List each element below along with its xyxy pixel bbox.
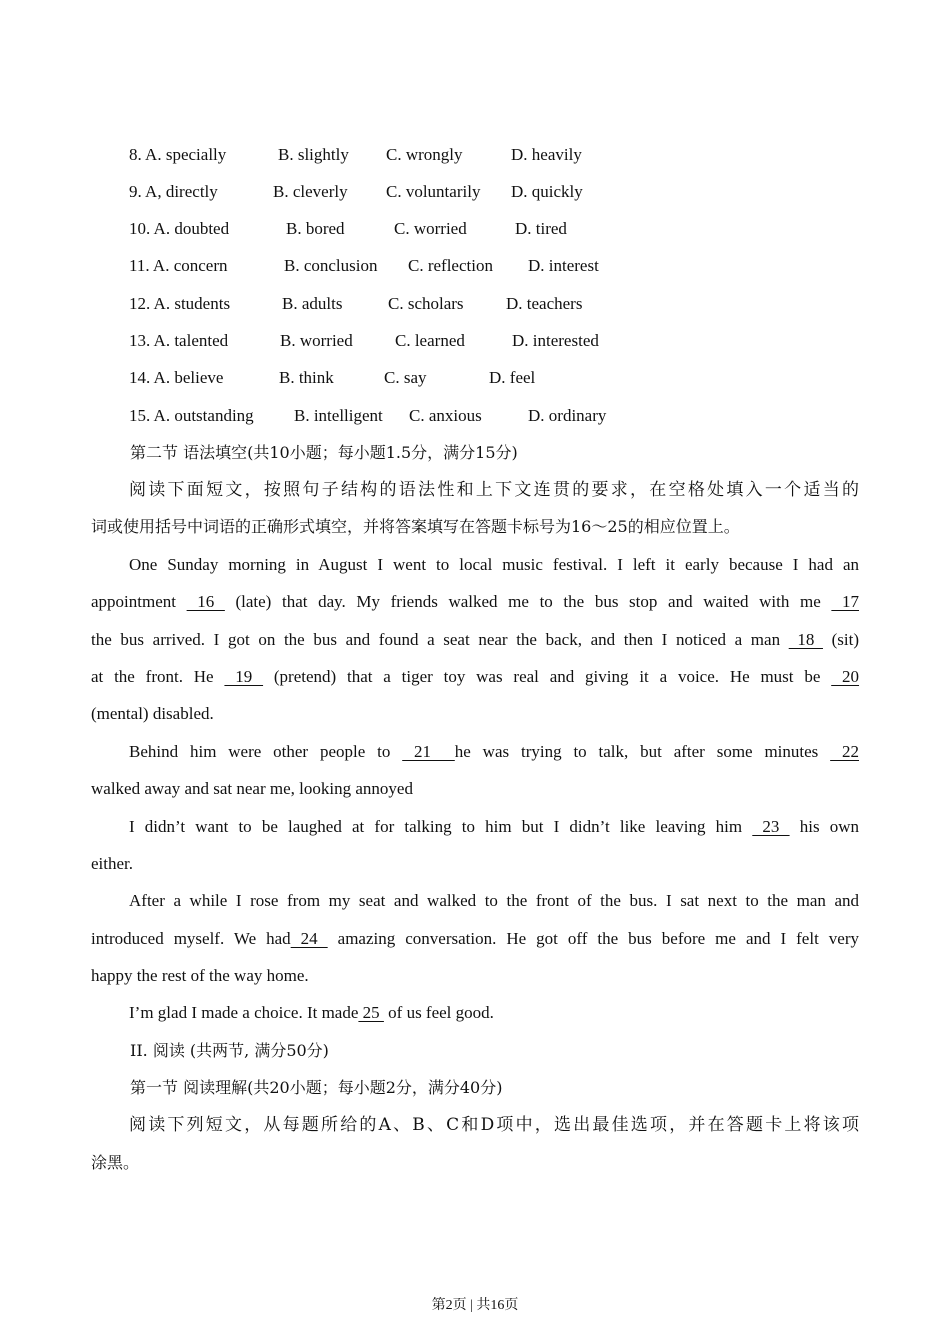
- passage-line-1: One Sunday morning in August I went to local music festival. I left it early because I had an: [129, 555, 859, 574]
- section-2-heading: 第二节 语法填空(共10小题；每小题1.5分，满分15分): [130, 443, 518, 462]
- option-d: D. tired: [515, 219, 567, 238]
- option-d: D. ordinary: [528, 406, 607, 425]
- option-b: B. bored: [286, 219, 345, 238]
- part-2-instructions-line2: 涂黑。: [91, 1153, 140, 1172]
- option-c: C. voluntarily: [386, 182, 481, 201]
- blank-16: 16: [186, 592, 225, 611]
- option-b: B. think: [279, 368, 334, 387]
- option-d: D. heavily: [511, 145, 582, 164]
- option-a: 10. A. doubted: [129, 219, 230, 238]
- option-c: C. wrongly: [386, 145, 463, 164]
- blank-25: 25: [358, 1003, 384, 1022]
- option-b: B. conclusion: [284, 256, 378, 275]
- option-d: D. interested: [512, 331, 599, 350]
- option-d: D. feel: [489, 368, 536, 387]
- page-footer: 第2页 | 共16页: [431, 1298, 519, 1313]
- blank-19: 19: [224, 667, 264, 686]
- option-c: C. learned: [395, 331, 465, 350]
- option-b: B. worried: [280, 331, 353, 350]
- section-2-instructions-line2: 词或使用括号中词语的正确形式填空，并将答案填写在答题卡标号为16～25的相应位置上。: [91, 517, 740, 536]
- option-c: C. say: [384, 368, 427, 387]
- option-b: B. adults: [282, 294, 343, 313]
- option-b: B. slightly: [278, 145, 349, 164]
- passage-line-4: at the front. He 19 (pretend) that a tiger toy was real and giving it a voice. He must be 20: [91, 667, 860, 686]
- passage-line-6: Behind him were other people to 21 he was trying to talk, but after some minutes 22: [129, 742, 859, 761]
- blank-20: 20: [831, 667, 860, 686]
- passage-line-10: After a while I rose from my seat and walked to the front of the bus. I sat next to the man and: [129, 891, 859, 910]
- passage-line-11: introduced myself. We had 24 amazing conversation. He got off the bus before me and I felt very: [91, 929, 859, 948]
- passage-line-2: appointment 16 (late) that day. My friends walked me to the bus stop and waited with me 17: [91, 592, 859, 611]
- option-a: 8. A. specially: [129, 145, 227, 164]
- part-2-section-1-heading: 第一节 阅读理解(共20小题；每小题2分，满分40分): [130, 1078, 503, 1097]
- option-c: C. scholars: [388, 294, 464, 313]
- option-a: 12. A. students: [129, 294, 231, 313]
- option-d: D. interest: [528, 256, 599, 275]
- option-a: 9. A, directly: [129, 182, 218, 201]
- passage-line-5: (mental) disabled.: [91, 704, 214, 723]
- blank-23: 23: [752, 817, 790, 836]
- option-c: C. reflection: [408, 256, 493, 275]
- passage-line-12: happy the rest of the way home.: [91, 966, 309, 985]
- passage-line-13: I’m glad I made a choice. It made 25 of us feel good.: [129, 1003, 494, 1022]
- option-d: D. teachers: [506, 294, 583, 313]
- option-c: C. worried: [394, 219, 467, 238]
- blank-22: 22: [830, 742, 859, 761]
- blank-18: 18: [788, 630, 823, 649]
- part-2-instructions-line1: 阅读下列短文，从每题所给的A、B、C和D项中，选出最佳选项，并在答题卡上将该项: [129, 1115, 859, 1135]
- section-2-instructions-line1: 阅读下面短文，按照句子结构的语法性和上下文连贯的要求，在空格处填入一个适当的: [129, 480, 859, 500]
- option-a: 15. A. outstanding: [129, 406, 254, 425]
- option-a: 11. A. concern: [129, 256, 228, 275]
- option-a: 13. A. talented: [129, 331, 229, 350]
- option-b: B. intelligent: [294, 406, 383, 425]
- passage-line-8: I didn’t want to be laughed at for talking to him but I didn’t like leaving him 23 his own: [129, 817, 860, 836]
- passage-line-9: either.: [91, 854, 134, 873]
- passage-line-7: walked away and sat near me, looking annoyed: [91, 779, 413, 798]
- option-c: C. anxious: [409, 406, 482, 425]
- option-b: B. cleverly: [273, 182, 348, 201]
- option-d: D. quickly: [511, 182, 583, 201]
- blank-21: 21: [402, 742, 455, 761]
- option-a: 14. A. believe: [129, 368, 224, 387]
- passage-line-3: the bus arrived. I got on the bus and found a seat near the back, and then I noticed a man 18 (sit): [91, 630, 859, 649]
- part-2-heading: II. 阅读 (共两节, 满分50分): [130, 1041, 329, 1060]
- blank-24: 24: [290, 929, 328, 948]
- blank-17: 17: [831, 592, 859, 611]
